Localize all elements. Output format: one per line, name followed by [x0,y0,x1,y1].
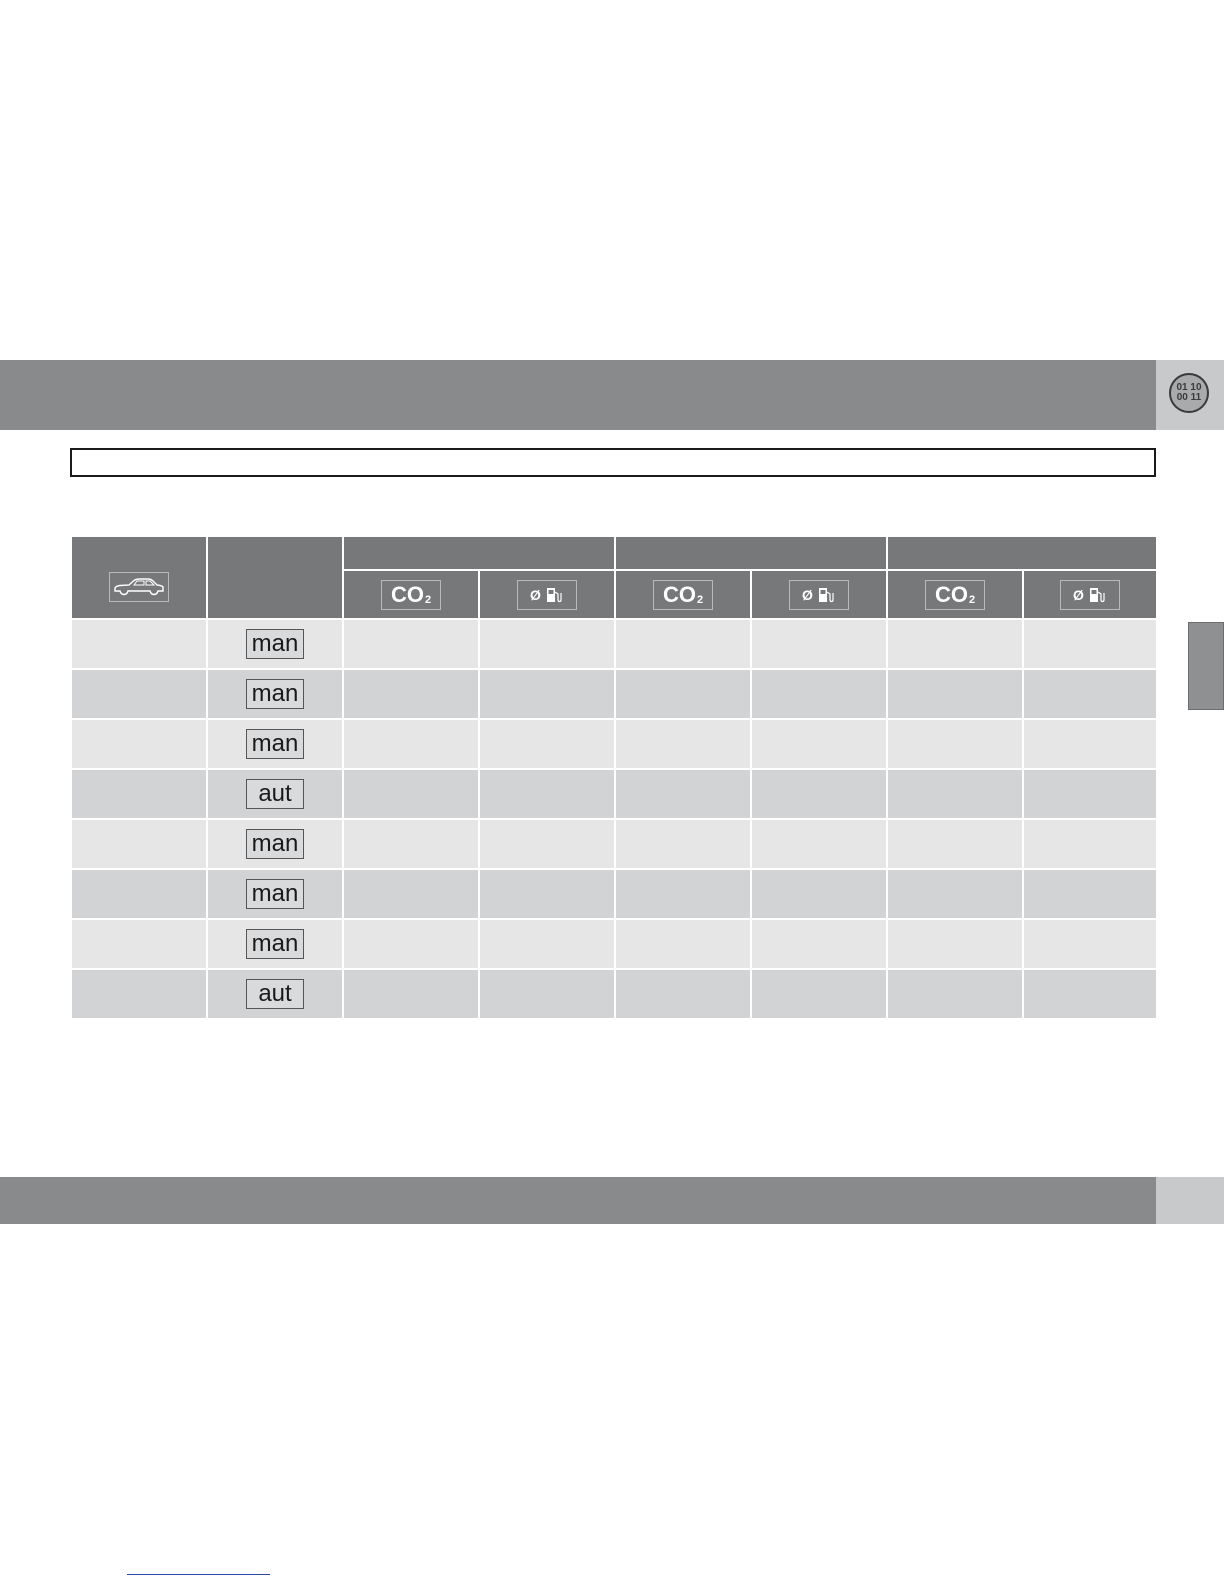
value-cell [615,869,751,919]
transmission-cell [207,669,343,719]
co2-icon: CO $_2$ [925,580,985,610]
value-cell [1023,719,1157,769]
transmission-badge: man [246,829,304,859]
value-cell [887,969,1023,1019]
value-cell [751,669,887,719]
header-group-1 [343,536,615,570]
table-row [71,819,1157,869]
transmission-cell [207,969,343,1019]
model-cell [71,919,207,969]
section-title-box [70,448,1156,477]
value-cell [479,819,615,869]
transmission-badge: man [246,629,304,659]
value-cell [751,819,887,869]
table-row [71,669,1157,719]
value-cell [343,969,479,1019]
value-cell [615,969,751,1019]
value-cell [615,819,751,869]
header-fuel-cell [479,570,615,619]
value-cell [1023,819,1157,869]
model-cell [71,969,207,1019]
header-co2-cell [615,570,751,619]
service-badge-icon [1169,373,1209,413]
transmission-cell [207,769,343,819]
value-cell [887,769,1023,819]
value-cell [887,619,1023,669]
transmission-cell [207,819,343,869]
value-cell [479,769,615,819]
table-row [71,919,1157,969]
value-cell [751,969,887,1019]
value-cell [343,819,479,869]
transmission-badge: man [246,729,304,759]
header-fuel-cell [751,570,887,619]
header-transmission-cell [207,536,343,619]
badge-line-2: 00 11 [1176,392,1202,403]
bottom-footer-band [0,1177,1156,1224]
value-cell [1023,619,1157,669]
value-cell [343,619,479,669]
transmission-badge: aut [246,979,304,1009]
header-group-2 [615,536,887,570]
bottom-corner-block [1156,1177,1224,1224]
table-row [71,719,1157,769]
model-cell [71,819,207,869]
value-cell [479,869,615,919]
header-co2-cell [887,570,1023,619]
model-cell [71,669,207,719]
table-row [71,869,1157,919]
value-cell [887,819,1023,869]
value-cell [887,869,1023,919]
value-cell [479,719,615,769]
link-underline[interactable] [127,1574,270,1575]
value-cell [751,869,887,919]
value-cell [479,669,615,719]
model-cell [71,769,207,819]
badge-line-1: 01 10 [1176,382,1202,393]
model-cell [71,619,207,669]
emissions-table [70,535,1158,1020]
value-cell [615,769,751,819]
value-cell [887,669,1023,719]
top-header-band [0,360,1156,430]
fuel-pump-icon: Ø [789,580,849,610]
transmission-badge: man [246,879,304,909]
value-cell [751,919,887,969]
value-cell [751,719,887,769]
table-row [71,769,1157,819]
value-cell [615,619,751,669]
value-cell [343,719,479,769]
transmission-badge: man [246,679,304,709]
value-cell [887,719,1023,769]
co2-icon: CO $_2$ [653,580,713,610]
value-cell [1023,969,1157,1019]
value-cell [887,919,1023,969]
value-cell [1023,919,1157,969]
value-cell [479,619,615,669]
header-group-3 [887,536,1157,570]
car-icon [109,572,169,602]
value-cell [343,669,479,719]
co2-icon: CO $_2$ [381,580,441,610]
transmission-badge: aut [246,779,304,809]
header-co2-cell [343,570,479,619]
header-fuel-cell [1023,570,1157,619]
header-row-groups [71,536,1157,570]
fuel-pump-icon: Ø [1060,580,1120,610]
value-cell [751,769,887,819]
transmission-cell [207,619,343,669]
value-cell [615,919,751,969]
transmission-cell [207,719,343,769]
model-cell [71,719,207,769]
value-cell [1023,769,1157,819]
value-cell [343,769,479,819]
model-cell [71,869,207,919]
transmission-cell [207,919,343,969]
value-cell [479,969,615,1019]
fuel-pump-icon: Ø [517,580,577,610]
value-cell [343,919,479,969]
header-model-cell [71,536,207,619]
chapter-side-tab[interactable] [1188,622,1224,710]
transmission-badge: man [246,929,304,959]
transmission-cell [207,869,343,919]
value-cell [479,919,615,969]
value-cell [1023,869,1157,919]
value-cell [1023,669,1157,719]
table-row [71,619,1157,669]
value-cell [343,869,479,919]
value-cell [751,619,887,669]
value-cell [615,669,751,719]
table-row [71,969,1157,1019]
value-cell [615,719,751,769]
